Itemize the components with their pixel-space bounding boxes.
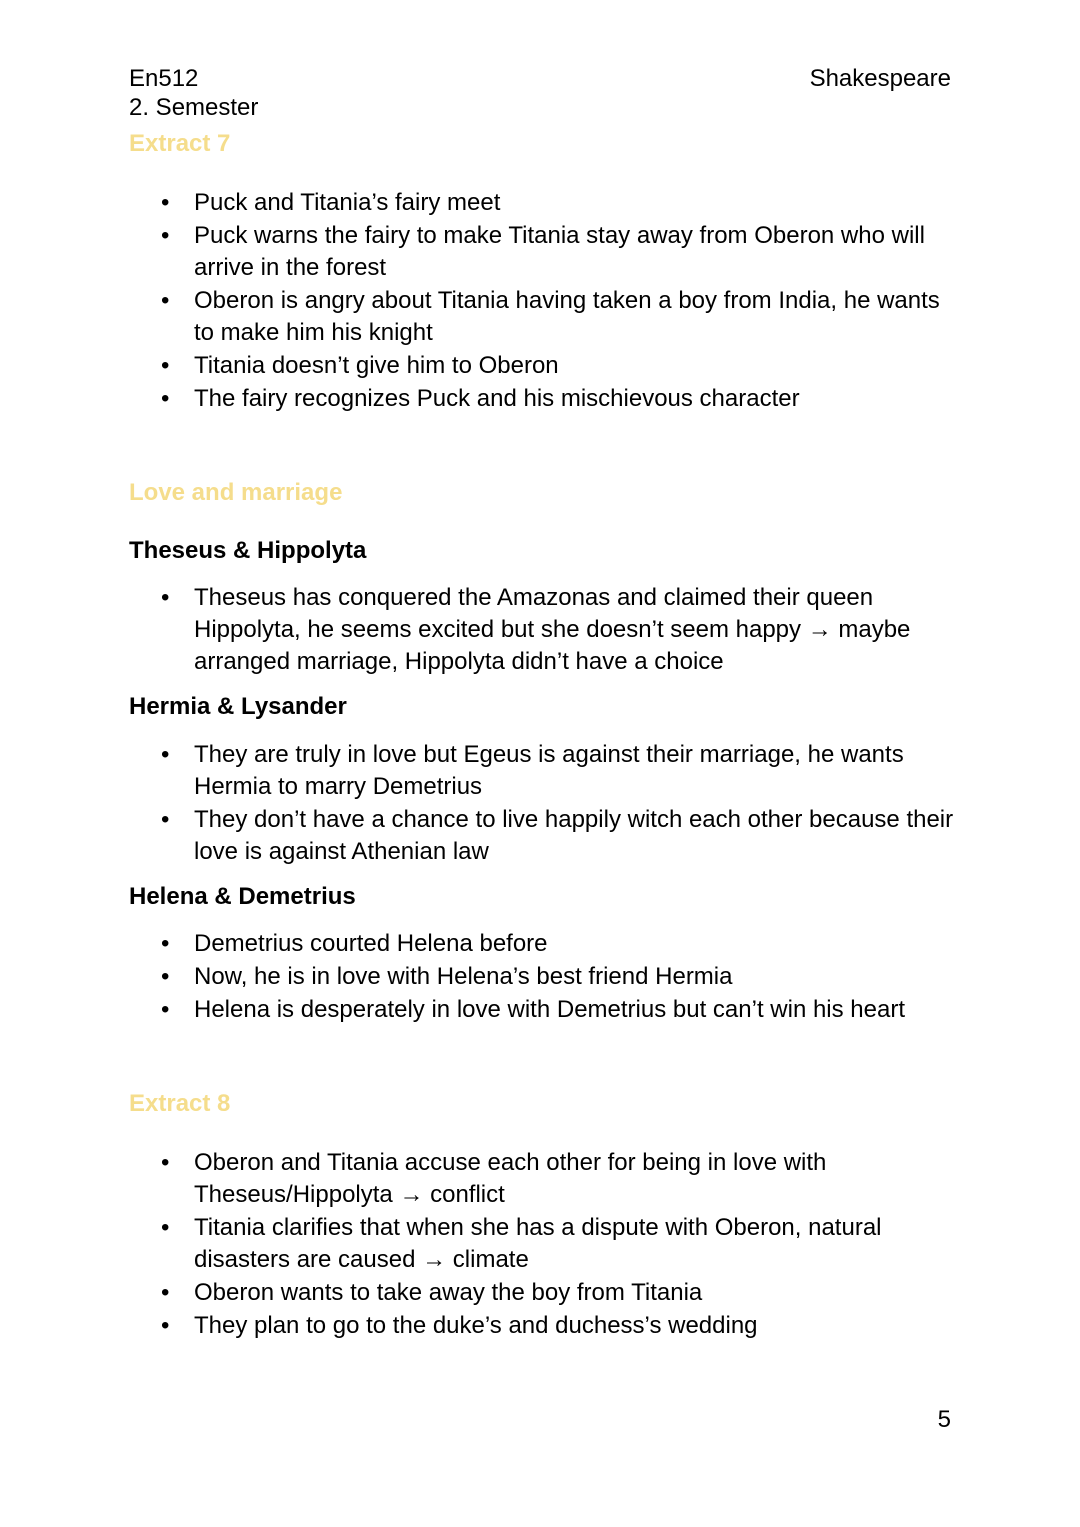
list-item: • They plan to go to the duke’s and duchess’s wedding: [129, 1310, 959, 1342]
list-item: • Oberon is angry about Titania having taken a boy from India, he wants to make him his knight: [129, 285, 959, 349]
page-number: 5: [937, 1406, 951, 1433]
section-title-extract-8: Extract 8: [129, 1090, 231, 1117]
header-subject: Shakespeare: [809, 65, 951, 92]
hermia-list: [129, 739, 959, 869]
course-code: En512: [129, 65, 199, 92]
list-item: • Oberon and Titania accuse each other for being in love with Theseus/Hippolyta → conflict: [129, 1147, 959, 1211]
list-item: • Helena is desperately in love with Demetrius but can’t win his heart: [129, 994, 959, 1026]
list-item: • Puck warns the fairy to make Titania stay away from Oberon who will arrive in the forest: [129, 220, 959, 284]
header-left: [129, 64, 258, 122]
list-item: • Titania doesn’t give him to Oberon: [129, 350, 959, 382]
list-item: • The fairy recognizes Puck and his mischievous character: [129, 383, 959, 415]
heading-hermia-lysander: Hermia & Lysander: [129, 693, 347, 720]
extract-7-list: [129, 187, 959, 416]
semester-label: 2. Semester: [129, 94, 259, 121]
list-item: • Theseus has conquered the Amazonas and claimed their queen Hippolyta, he seems excited but she doesn’t seem happy → maybe arranged marriage, Hippolyta didn’t have a choice: [129, 582, 959, 678]
list-item: • Titania clarifies that when she has a dispute with Oberon, natural disasters are caused → climate: [129, 1212, 959, 1276]
theseus-list: [129, 582, 959, 679]
list-item: • They don’t have a chance to live happily witch each other because their love is against Athenian law: [129, 804, 959, 868]
extract-8-list: [129, 1147, 959, 1343]
list-item: • Puck and Titania’s fairy meet: [129, 187, 959, 219]
heading-theseus-hippolyta: Theseus & Hippolyta: [129, 537, 367, 564]
list-item: • They are truly in love but Egeus is against their marriage, he wants Hermia to marry Demetrius: [129, 739, 959, 803]
section-title-extract-7: Extract 7: [129, 130, 231, 157]
helena-list: [129, 928, 959, 1027]
list-item: • Now, he is in love with Helena’s best friend Hermia: [129, 961, 959, 993]
list-item: • Oberon wants to take away the boy from Titania: [129, 1277, 959, 1309]
heading-helena-demetrius: Helena & Demetrius: [129, 883, 356, 910]
section-title-love-and-marriage: Love and marriage: [129, 479, 343, 506]
list-item: • Demetrius courted Helena before: [129, 928, 959, 960]
